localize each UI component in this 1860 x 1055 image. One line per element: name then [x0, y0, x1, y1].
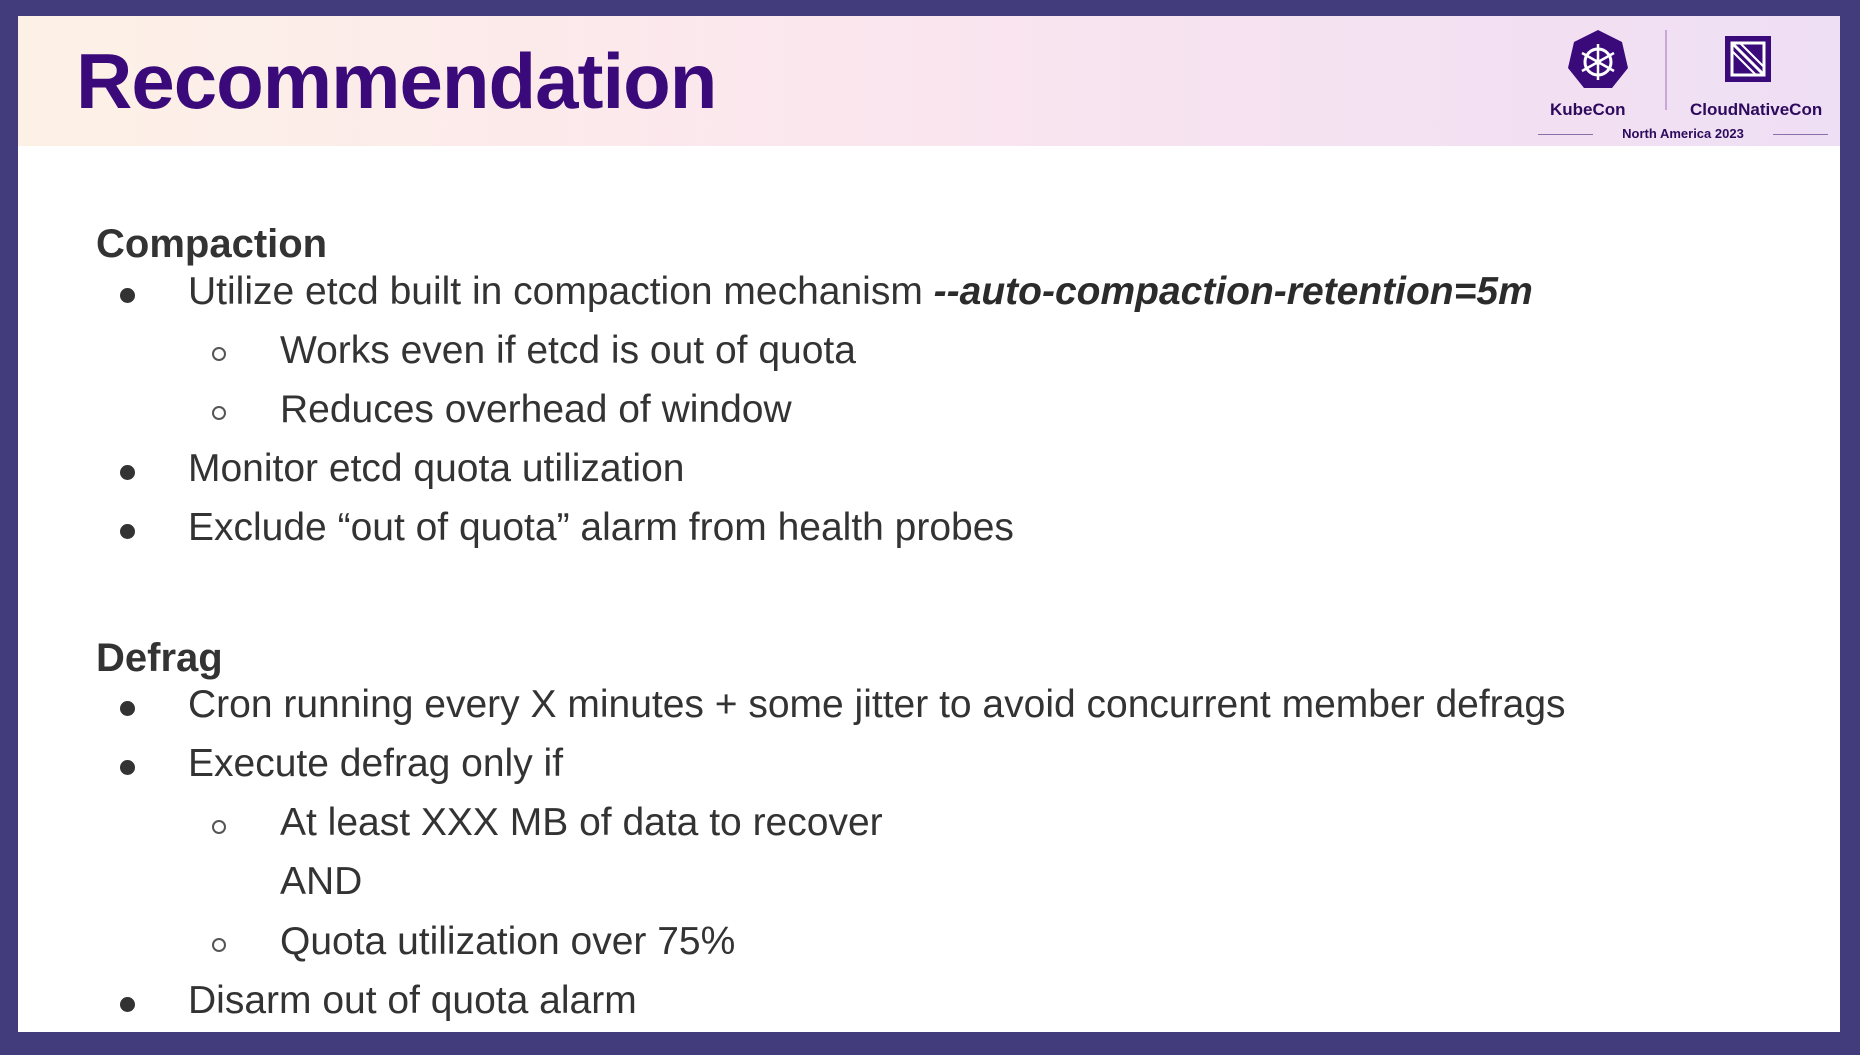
compaction-item-4: Monitor etcd quota utilization [188, 447, 685, 490]
compaction-flag: --auto-compaction-retention=5m [933, 270, 1533, 313]
sub-bullet-circle [212, 406, 226, 420]
compaction-item-1-text: Utilize etcd built in compaction mechanism [188, 270, 934, 313]
bullet-dot [120, 997, 135, 1012]
bullet-dot [120, 524, 135, 539]
defrag-item-2: Execute defrag only if [188, 742, 564, 785]
cloudnativecon-icon [1668, 22, 1828, 100]
slide-title: Recommendation [76, 37, 717, 125]
sub-bullet-circle [212, 347, 226, 361]
compaction-item-3: Reduces overhead of window [280, 388, 792, 431]
event-label: North America 2023 [1622, 126, 1744, 141]
bullet-dot [120, 701, 135, 716]
compaction-item-5: Exclude “out of quota” alarm from health probes [188, 506, 1014, 549]
event-line-right [1773, 134, 1828, 135]
compaction-item-1 [188, 270, 1533, 314]
slide-content [18, 146, 1840, 1032]
slide-header [18, 16, 1840, 146]
defrag-item-5: Disarm out of quota alarm [188, 979, 637, 1022]
kubernetes-helm-icon [1538, 22, 1658, 100]
slide [18, 16, 1840, 1032]
bullet-dot [120, 288, 135, 303]
kubecon-label: KubeCon [1550, 100, 1626, 119]
defrag-item-4: Quota utilization over 75% [280, 920, 736, 963]
cloudnativecon-label: CloudNativeCon [1690, 100, 1823, 119]
compaction-heading: Compaction [96, 222, 328, 266]
defrag-item-and: AND [280, 860, 363, 903]
logo-divider [1665, 30, 1667, 110]
bullet-dot [120, 760, 135, 775]
compaction-item-2: Works even if etcd is out of quota [280, 329, 856, 372]
bullet-dot [120, 465, 135, 480]
sub-bullet-circle [212, 938, 226, 952]
defrag-item-1: Cron running every X minutes + some jitter to avoid concurrent member defrags [188, 683, 1566, 726]
sub-bullet-circle [212, 820, 226, 834]
defrag-item-3: At least XXX MB of data to recover [280, 801, 883, 844]
defrag-heading: Defrag [96, 636, 223, 680]
conference-logos [1538, 22, 1828, 142]
